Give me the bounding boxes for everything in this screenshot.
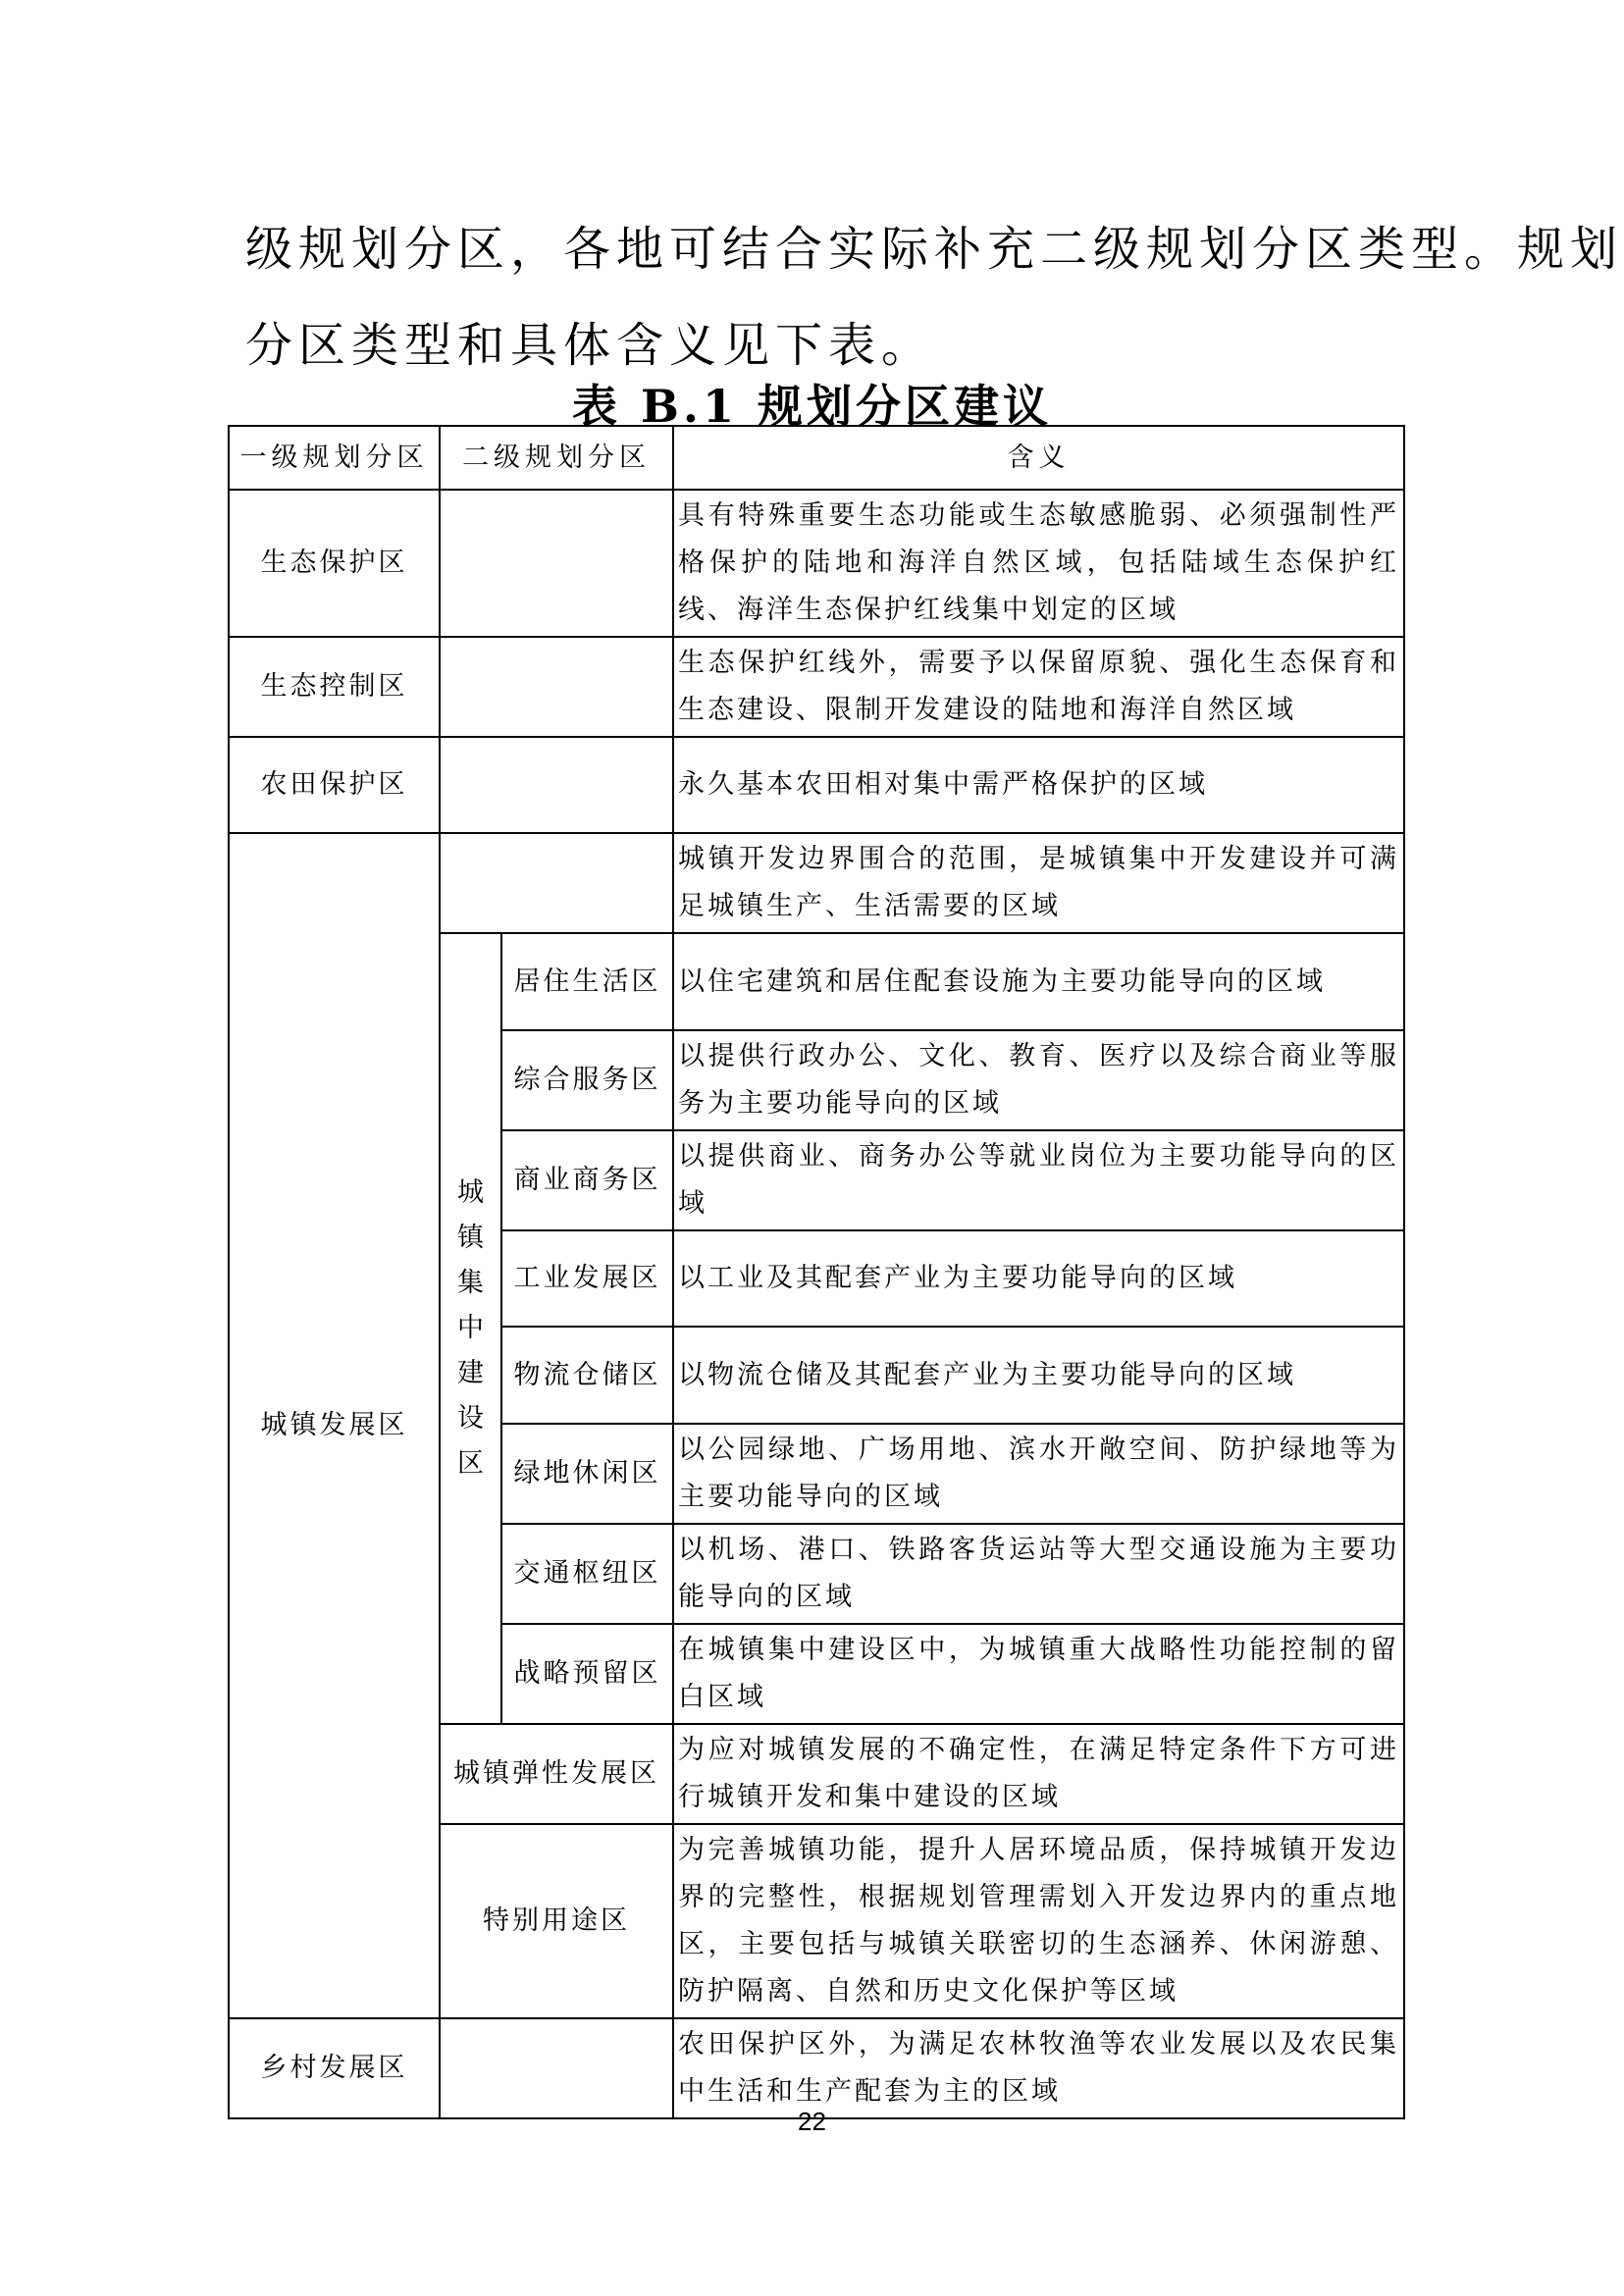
table-caption: 表 B.1 规划分区建议	[572, 380, 1052, 433]
meaning-cell: 在城镇集中建设区中，为城镇重大战略性功能控制的留白区域	[673, 1624, 1404, 1724]
meaning-cell: 生态保护红线外，需要予以保留原貌、强化生态保育和生态建设、限制开发建设的陆地和海洋自然区域	[673, 637, 1404, 737]
urban-core-label: 城镇集中建设区	[457, 1176, 484, 1479]
table-row	[229, 2018, 1404, 2118]
meaning-cell: 以物流仓储及其配套产业为主要功能导向的区域	[673, 1327, 1404, 1424]
urban-core-vertical-label	[440, 933, 501, 1724]
meaning-cell: 为应对城镇发展的不确定性，在满足特定条件下方可进行城镇开发和集中建设的区域	[673, 1724, 1404, 1824]
level1-cell: 生态保护区	[229, 490, 440, 637]
subzone-name: 商业商务区	[501, 1130, 673, 1230]
header-meaning: 含义	[673, 426, 1404, 490]
subzone-name: 综合服务区	[501, 1030, 673, 1130]
table-row	[229, 833, 1404, 933]
planning-zone-table	[228, 425, 1405, 2119]
level2-cell-empty	[440, 2018, 673, 2118]
level2-cell-empty	[440, 833, 673, 933]
level2-cell: 特别用途区	[440, 1824, 673, 2018]
header-level1: 一级规划分区	[229, 426, 440, 490]
subzone-name: 居住生活区	[501, 933, 673, 1030]
meaning-cell: 以公园绿地、广场用地、滨水开敞空间、防护绿地等为主要功能导向的区域	[673, 1424, 1404, 1524]
table-row	[229, 637, 1404, 737]
meaning-cell: 具有特殊重要生态功能或生态敏感脆弱、必须强制性严格保护的陆地和海洋自然区域，包括陆域生态保护红线、海洋生态保护红线集中划定的区域	[673, 490, 1404, 637]
level2-cell-empty	[440, 637, 673, 737]
level2-cell-empty	[440, 737, 673, 833]
subzone-name: 交通枢纽区	[501, 1524, 673, 1624]
level1-cell: 城镇发展区	[229, 833, 440, 2018]
meaning-cell: 以提供行政办公、文化、教育、医疗以及综合商业等服务为主要功能导向的区域	[673, 1030, 1404, 1130]
meaning-cell: 以提供商业、商务办公等就业岗位为主要功能导向的区域	[673, 1130, 1404, 1230]
meaning-cell: 城镇开发边界围合的范围，是城镇集中开发建设并可满足城镇生产、生活需要的区域	[673, 833, 1404, 933]
meaning-cell: 以工业及其配套产业为主要功能导向的区域	[673, 1230, 1404, 1327]
paragraph-line-2: 分区类型和具体含义见下表。	[245, 318, 935, 373]
table-row	[229, 737, 1404, 833]
level2-cell-empty	[440, 490, 673, 637]
level1-cell: 生态控制区	[229, 637, 440, 737]
level1-cell: 农田保护区	[229, 737, 440, 833]
table-row	[229, 490, 1404, 637]
meaning-cell: 为完善城镇功能，提升人居环境品质，保持城镇开发边界的完整性，根据规划管理需划入开发边界内的重点地区，主要包括与城镇关联密切的生态涵养、休闲游憩、防护隔离、自然和历史文化保护等区域	[673, 1824, 1404, 2018]
level1-cell: 乡村发展区	[229, 2018, 440, 2118]
table-header-row	[229, 426, 1404, 490]
meaning-cell: 农田保护区外，为满足农林牧渔等农业发展以及农民集中生活和生产配套为主的区域	[673, 2018, 1404, 2118]
meaning-cell: 永久基本农田相对集中需严格保护的区域	[673, 737, 1404, 833]
subzone-name: 物流仓储区	[501, 1327, 673, 1424]
meaning-cell: 以机场、港口、铁路客货运站等大型交通设施为主要功能导向的区域	[673, 1524, 1404, 1624]
subzone-name: 工业发展区	[501, 1230, 673, 1327]
meaning-cell: 以住宅建筑和居住配套设施为主要功能导向的区域	[673, 933, 1404, 1030]
body-paragraph	[245, 201, 1624, 393]
subzone-name: 战略预留区	[501, 1624, 673, 1724]
subzone-name: 绿地休闲区	[501, 1424, 673, 1524]
header-level2: 二级规划分区	[440, 426, 673, 490]
page-number: 22	[798, 2107, 826, 2136]
paragraph-line-1: 级规划分区，各地可结合实际补充二级规划分区类型。规划	[245, 222, 1624, 277]
level2-cell: 城镇弹性发展区	[440, 1724, 673, 1824]
